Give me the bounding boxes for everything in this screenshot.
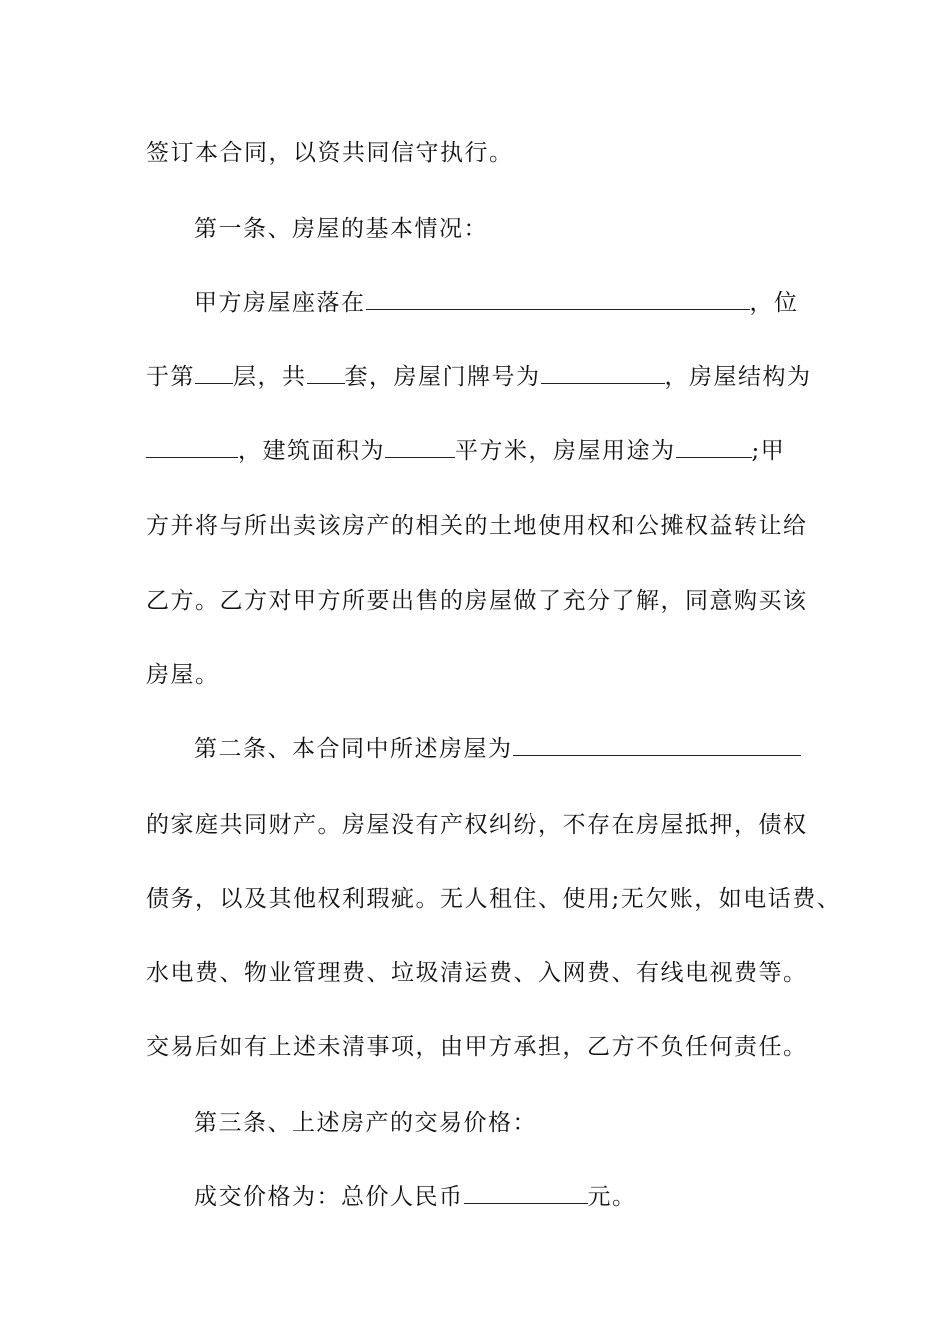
text: 第二条、本合同中所述房屋为 <box>194 736 513 762</box>
paragraph-line <box>146 436 816 466</box>
text: 乙方。乙方对甲方所要出售的房屋做了充分了解，同意购买该 <box>146 588 808 614</box>
text: 签订本合同，以资共同信守执行。 <box>146 140 514 166</box>
door-number-blank <box>541 363 665 384</box>
text: 房屋。 <box>146 662 220 688</box>
text: 成交价格为：总价人民币 <box>194 1184 464 1210</box>
text: ;甲 <box>751 438 786 464</box>
owner-blank <box>513 735 801 756</box>
text: ，位 <box>749 290 799 316</box>
text: 套，房屋门牌号为 <box>344 364 541 390</box>
text: 的家庭共同财产。房屋没有产权纠纷，不存在房屋抵押，债权 <box>146 812 808 838</box>
text: ，建筑面积为 <box>238 438 385 464</box>
unit-count-blank <box>307 363 345 384</box>
text: 第三条、上述房产的交易价格： <box>194 1110 537 1136</box>
paragraph-line <box>146 138 816 168</box>
text: 债务，以及其他权利瑕疵。无人租住、使用;无欠账，如电话费、 <box>146 886 842 912</box>
paragraph-line <box>146 660 816 690</box>
text: 方并将与所出卖该房产的相关的土地使用权和公摊权益转让给 <box>146 513 808 539</box>
article-3-heading <box>194 1108 864 1138</box>
location-blank <box>366 289 750 310</box>
text: 第一条、房屋的基本情况： <box>194 216 488 242</box>
paragraph-line <box>146 884 842 914</box>
text: ，房屋结构为 <box>664 364 812 390</box>
area-blank <box>385 437 455 458</box>
text: 交易后如有上述未清事项，由甲方承担，乙方不负任何责任。 <box>146 1034 808 1060</box>
paragraph-line <box>146 511 816 541</box>
paragraph-line <box>146 958 816 988</box>
article-2-line <box>194 734 864 764</box>
structure-blank <box>146 437 238 458</box>
article-1-heading <box>194 214 864 244</box>
text: 水电费、物业管理费、垃圾清运费、入网费、有线电视费等。 <box>146 960 808 986</box>
paragraph-line <box>194 288 864 318</box>
paragraph-line <box>146 586 816 616</box>
text: 层，共 <box>233 364 307 390</box>
text: 平方米，房屋用途为 <box>455 438 676 464</box>
text: 元。 <box>587 1184 637 1210</box>
floor-blank <box>195 363 233 384</box>
paragraph-line <box>146 362 816 392</box>
text: 甲方房屋座落在 <box>194 290 366 316</box>
paragraph-line <box>146 1032 816 1062</box>
paragraph-line <box>146 810 816 840</box>
usage-blank <box>676 437 752 458</box>
text: 于第 <box>146 364 195 390</box>
price-blank <box>464 1183 588 1204</box>
price-line <box>194 1182 864 1212</box>
